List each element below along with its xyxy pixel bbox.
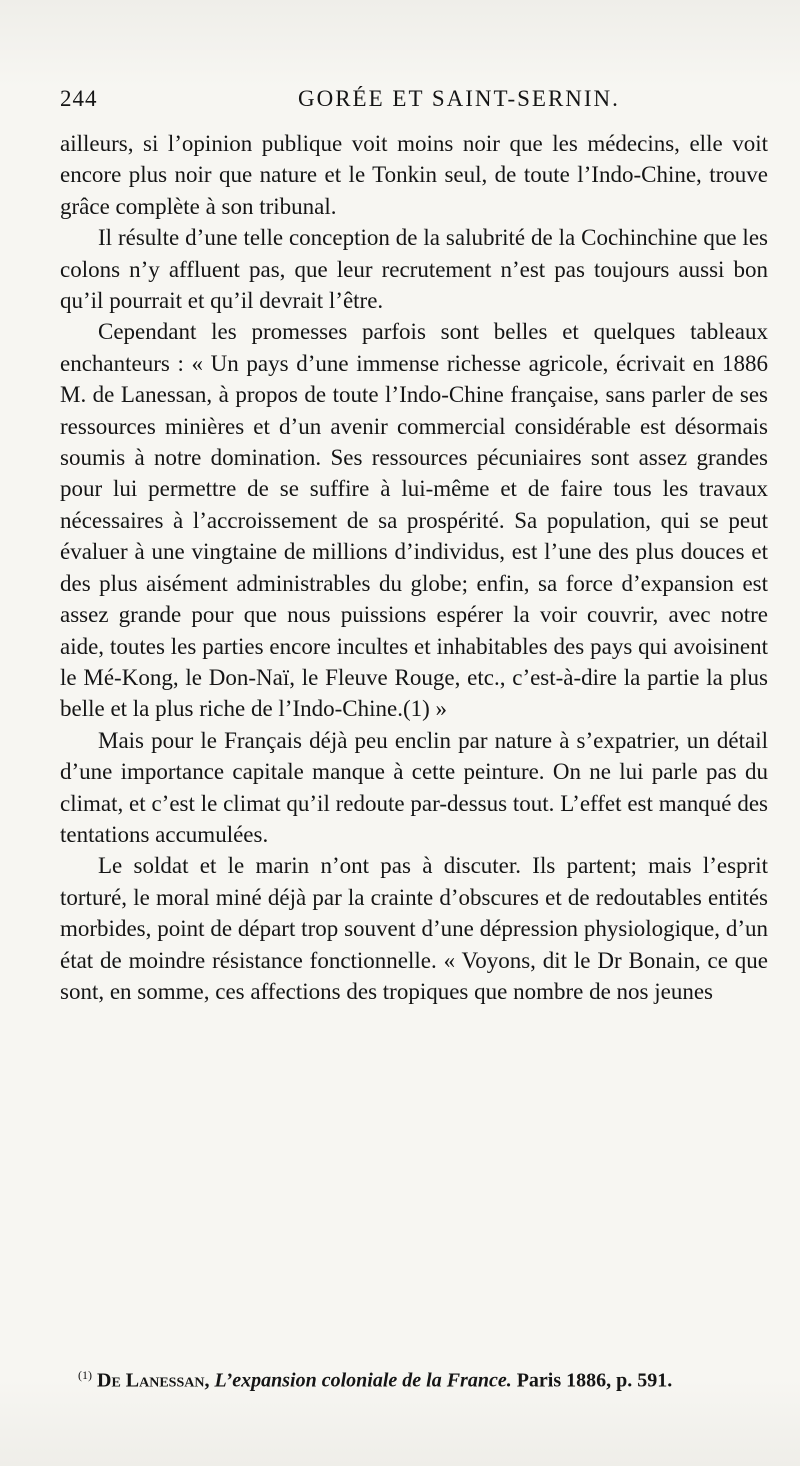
footnote [78, 1362, 768, 1394]
paragraph-2: Il résulte d’une telle conception de la salubrité de la Cochinchine que les colons n’y affluent pas, que leur recrutement n’est pas toujours aussi bon qu’il pourrait et qu’il devrait l’être. [60, 225, 768, 314]
body-text [60, 128, 768, 1007]
paragraph-4: Mais pour le Français déjà peu enclin par nature à s’expatrier, un détail d’une importance capitale manque à cette peinture. On ne lui parle pas du climat, et c’est le climat qu’il redoute par-dessus tout. L’effet est manqué des tentations accumulées. [60, 727, 768, 847]
page-header [60, 86, 740, 122]
footnote-author: De Lanessan, [97, 1369, 210, 1392]
footnote-citation: Paris 1886, p. 591. [516, 1369, 673, 1392]
running-head: GORÉE ET SAINT-SERNIN. [298, 86, 620, 111]
footnote-title: L’expansion coloniale de la France. [214, 1369, 512, 1392]
page-number: 244 [60, 86, 98, 111]
footnote-mark: (1) [78, 1368, 92, 1382]
paragraph-5: Le soldat et le marin n’ont pas à discuter. Ils partent; mais l’esprit torturé, le moral miné déjà par la crainte d’obscures et de redoutables entités morbides, point de départ trop souvent d’une dépression physiologique, d’un état de moindre résistance fonctionnelle. « Voyons, dit le Dr Bonain, ce que sont, en somme, ces affections des tropiques que nombre de nos jeunes [60, 853, 768, 1004]
paragraph-1: ailleurs, si l’opinion publique voit moins noir que les médecins, elle voit encore plus noir que nature et le Tonkin seul, de toute l’Indo-Chine, trouve grâce complète à son tribunal. [60, 131, 768, 219]
paragraph-3: Cependant les promesses parfois sont belles et quelques tableaux enchanteurs : « Un pays d’une immense richesse agricole, écrivait en 1886 M. de Lanessan, à propos de toute l’Indo-Chine française, sans parler de ses ressources minières et d’un avenir commercial considérable est désormais soumis à notre domination. Ses ressources pécuniaires sont assez grandes pour lui permettre de se suffire à lui-même et de faire tous les travaux nécessaires à l’accroissement de sa prospérité. Sa population, qui se peut évaluer à une vingtaine de millions d’individus, est l’une des plus douces et des plus aisément administrables du globe; enfin, sa force d’expansion est assez grande pour que nous puissions espérer la voir couvrir, avec notre aide, toutes les parties encore incultes et inhabitables des pays qui avoisinent le Mé-Kong, le Don-Naï, le Fleuve Rouge, etc., c’est-à-dire la partie la plus belle et la plus riche de l’Indo-Chine.(1) » [60, 319, 768, 722]
